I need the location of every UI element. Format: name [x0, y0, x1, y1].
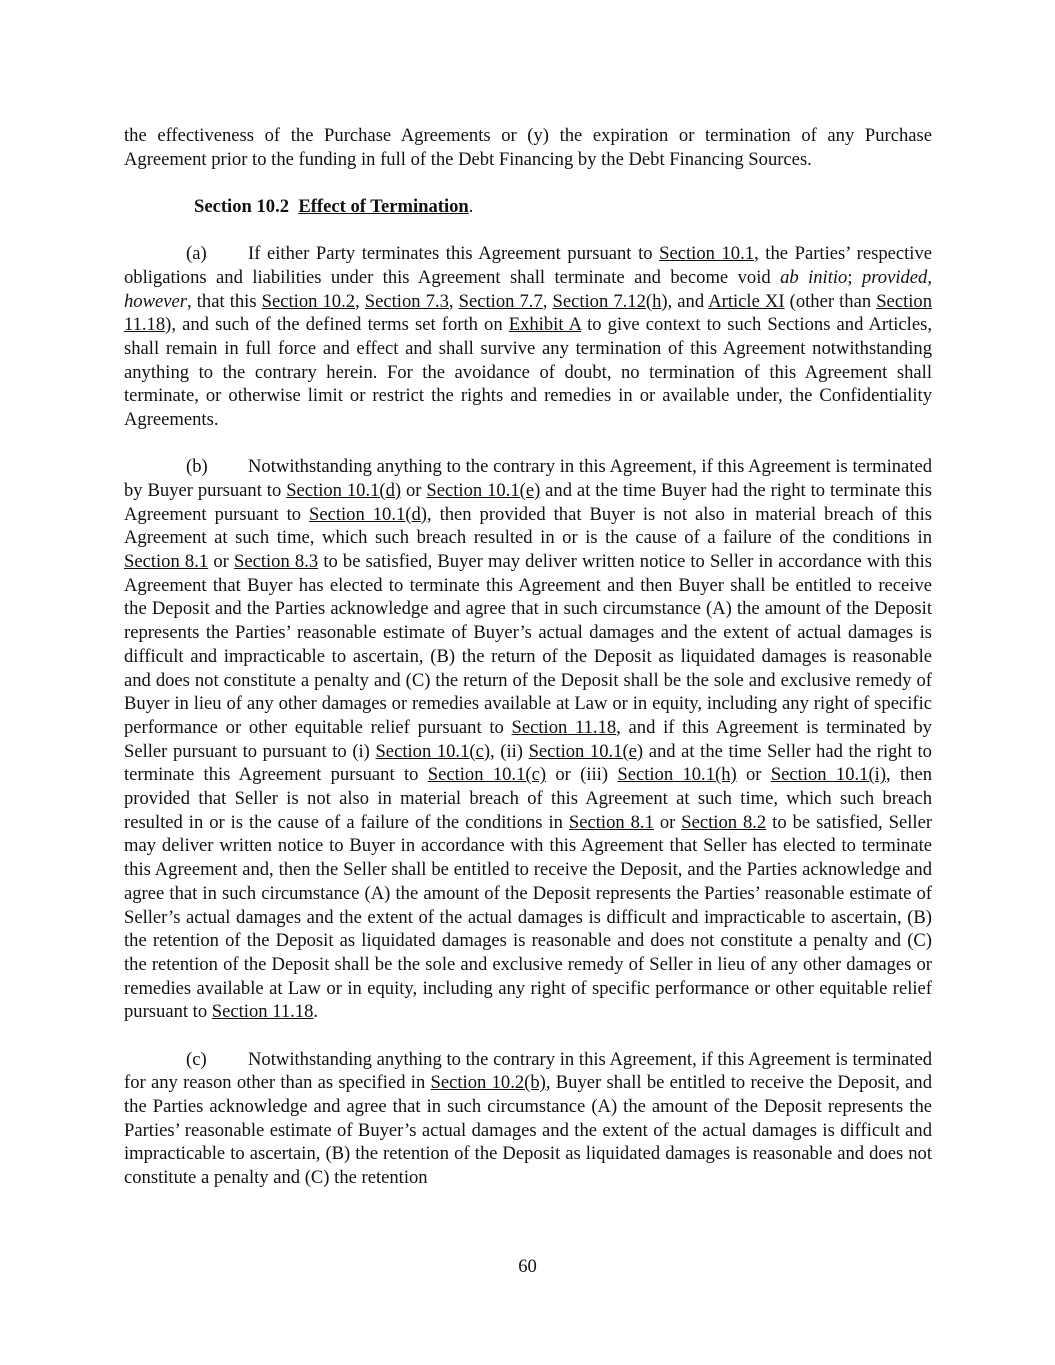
para-b-text: , (ii): [490, 740, 529, 762]
paragraph-b-label: (b): [186, 456, 208, 478]
cross-reference: Section 8.1: [568, 811, 654, 833]
cross-reference: Article XI: [708, 290, 785, 312]
para-b-text: , and if this Agreement is terminated by Seller pursuant to pursuant to (i): [124, 716, 932, 762]
cross-reference: Section 10.1(c): [375, 740, 491, 762]
para-a-text: to give context to such Sections and Articles, shall remain in full force and effect and shall survive any termination of this Agreement notwithstanding anything to the contrary herein. For the avoidance of doubt, no termination of this Agreement shall terminate, or otherwise limit or restrict the rights and remedies in or available under, the Confidentiality Agreements.: [124, 314, 932, 431]
para-a-italic: ab initio: [780, 266, 848, 288]
paragraph-b: [124, 455, 932, 1024]
section-title-period: .: [468, 195, 474, 217]
cross-reference: Section 10.2: [261, 290, 356, 312]
para-b-text: or: [401, 479, 427, 501]
intro-paragraph: the effectiveness of the Purchase Agreements or (y) the expiration or termination of any Purchase Agreement prior to the funding in full of the Debt Financing by the Debt Financing Sources.: [124, 125, 932, 170]
para-a-text: ,: [355, 290, 365, 312]
para-a-text: ,: [448, 290, 459, 312]
cross-reference: Section 7.7: [458, 290, 543, 312]
cross-reference: Section 10.1(h): [617, 764, 737, 786]
cross-reference: Section 10.1(i): [770, 764, 887, 786]
para-b-text: or: [736, 764, 771, 786]
cross-reference: Section 10.1(c): [427, 764, 547, 786]
para-a-text: , and: [667, 290, 709, 312]
cross-reference: Section 7.12(h): [552, 290, 668, 312]
para-c-text: Notwithstanding anything to the contrary in this Agreement, if this Agreement is terminated for any reason other than as specified in: [124, 1048, 932, 1094]
para-b-text: or: [208, 551, 234, 573]
cross-reference: Section 8.3: [233, 551, 319, 573]
cross-reference: Section 11.18: [211, 1001, 314, 1023]
para-c-text: , Buyer shall be entitled to receive the Deposit, and the Parties acknowledge and agree that in such circumstance (A) the amount of the Deposit represents the Parties’ reasonable estimate of Buyer’s actual damages and the extent of the actual damages is difficult and impracticable to ascertain, (B) the retention of the Deposit as liquidated damages is reasonable and does not constitute a penalty and (C) the retention: [124, 1072, 933, 1189]
para-b-text: or (iii): [546, 764, 618, 786]
para-b-text: or: [653, 811, 682, 833]
paragraph-c: [124, 1048, 932, 1190]
paragraph-c-label: (c): [186, 1048, 207, 1070]
document-page: [124, 124, 932, 1190]
para-a-text: If either Party terminates this Agreement pursuant to: [248, 243, 660, 265]
para-a-text: ;: [847, 266, 862, 288]
para-a-italic: provided, however: [124, 266, 933, 312]
cross-reference: Section 10.1(d): [286, 479, 402, 501]
para-a-text: , that this: [187, 290, 262, 312]
para-a-text: , the Parties’ respective obligations and liabilities under this Agreement shall terminate and become void: [124, 243, 933, 288]
cross-reference: Section 8.2: [681, 811, 767, 833]
para-b-text: , then provided that Seller is not also in material breach of this Agreement at such time, which such breach resulted in or is the cause of a failure of the conditions in: [124, 764, 932, 833]
section-title: Effect of Termination: [298, 195, 469, 217]
para-b-text: to be satisfied, Seller may deliver written notice to Buyer in accordance with this Agreement that Seller has elected to terminate this Agreement and, then the Seller shall be entitled to receive the Deposit, and the Parties acknowledge and agree that in such circumstance (A) the amount of the Deposit represents the Parties’ reasonable estimate of Seller’s actual damages and the extent of the actual damages is difficult and impracticable to ascertain, (B) the retention of the Deposit as liquidated damages is reasonable and does not constitute a penalty and (C) the retention of the Deposit shall be the sole and exclusive remedy of Seller in lieu of any other damages or remedies available at Law or in equity, including any right of specific performance or other equitable relief pursuant to: [124, 811, 933, 1023]
cross-reference: Section 10.1: [659, 243, 755, 265]
cross-reference: Section 10.2(b): [430, 1072, 546, 1094]
para-b-text: .: [313, 1001, 319, 1023]
para-a-text: ,: [542, 290, 553, 312]
para-a-text: ), and such of the defined terms set forth on: [165, 314, 509, 336]
cross-reference: Section 7.3: [364, 290, 449, 312]
para-a-text: (other than: [784, 290, 877, 312]
cross-reference: Section 11.18: [124, 290, 932, 336]
section-heading: [124, 195, 932, 219]
cross-reference: Exhibit A: [508, 314, 581, 336]
section-number: Section 10.2: [194, 195, 290, 217]
paragraph-a: [124, 242, 932, 432]
cross-reference: Section 10.1(e): [528, 740, 644, 762]
para-b-text: Notwithstanding anything to the contrary in this Agreement, if this Agreement is terminated by Buyer pursuant to: [124, 456, 932, 501]
para-b-text: , then provided that Buyer is not also in material breach of this Agreement at such time, which such breach resulted in or is the cause of a failure of the conditions in: [124, 503, 933, 549]
cross-reference: Section 10.1(d): [309, 503, 427, 525]
cross-reference: Section 11.18: [511, 716, 617, 738]
para-b-text: and at the time Buyer had the right to terminate this Agreement pursuant to: [124, 479, 932, 525]
cross-reference: Section 8.1: [124, 551, 209, 573]
paragraph-a-label: (a): [186, 243, 207, 265]
para-b-text: and at the time Seller had the right to terminate this Agreement pursuant to: [124, 740, 932, 786]
page-number: 60: [518, 1256, 537, 1277]
para-b-text: to be satisfied, Buyer may deliver written notice to Seller in accordance with this Agreement that Buyer has elected to terminate this Agreement and then Buyer shall be entitled to receive the Deposit and the Parties acknowledge and agree that in such circumstance (A) the amount of the Deposit represents the Parties’ reasonable estimate of Buyer’s actual damages and the extent of actual damages is difficult and impracticable to ascertain, (B) the return of the Deposit as liquidated damages is reasonable and does not constitute a penalty and (C) the return of the Deposit shall be the sole and exclusive remedy of Buyer in lieu of any other damages or remedies available at Law or in equity, including any right of specific performance or other equitable relief pursuant to: [124, 551, 932, 738]
cross-reference: Section 10.1(e): [426, 479, 541, 501]
